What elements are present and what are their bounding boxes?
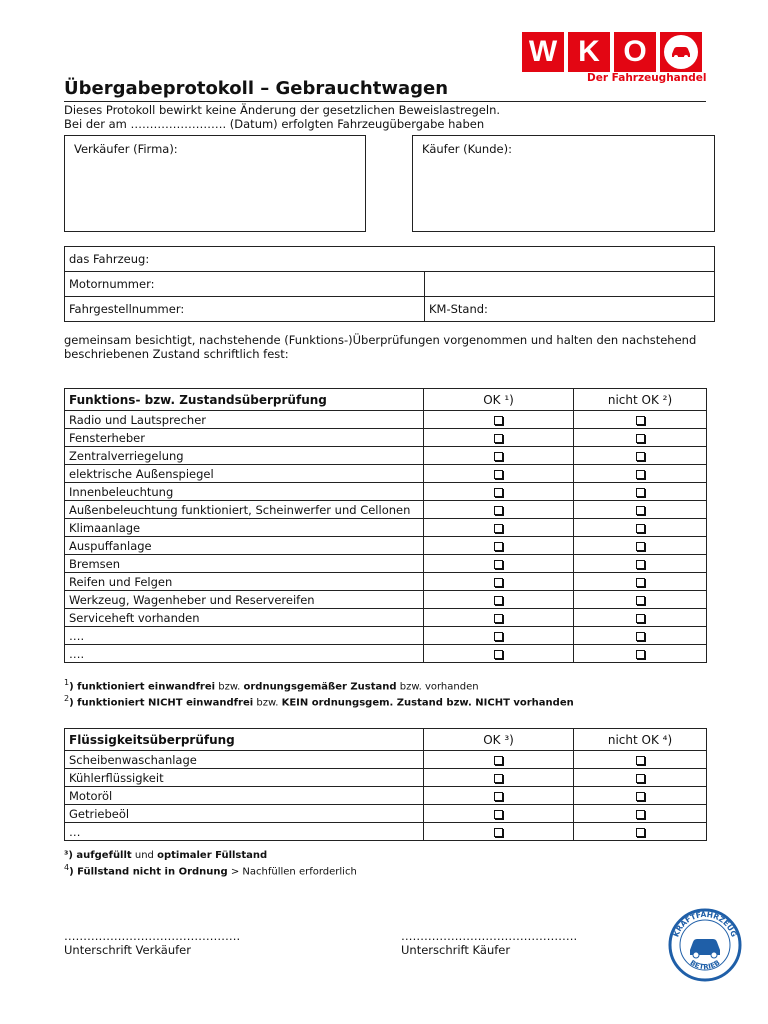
fluid-check-item-label: Getriebeöl <box>65 805 424 823</box>
ok-checkbox[interactable] <box>494 416 503 425</box>
ok-checkbox[interactable] <box>494 810 503 819</box>
seller-signature-line: ………………………………………. <box>64 929 241 943</box>
ok-checkbox[interactable] <box>494 452 503 461</box>
function-check-ok-cell <box>424 447 574 465</box>
function-check-ok-cell <box>424 429 574 447</box>
notok-checkbox[interactable] <box>636 578 645 587</box>
notok-checkbox[interactable] <box>636 756 645 765</box>
fluid-check-item-label: Kühlerflüssigkeit <box>65 769 424 787</box>
fluid-check-ok-cell <box>424 823 574 841</box>
kfz-betrieb-stamp-icon <box>668 908 742 982</box>
fluid-check-ok-cell <box>424 805 574 823</box>
fluid-check-item-label: Scheibenwaschanlage <box>65 751 424 769</box>
vehicle-table <box>64 246 715 322</box>
function-check-item-label: Reifen und Felgen <box>65 573 424 591</box>
function-check-ok-cell <box>424 465 574 483</box>
function-check-notok-cell <box>574 483 707 501</box>
seller-box[interactable] <box>64 135 366 232</box>
function-check-notok-cell <box>574 465 707 483</box>
buyer-signature-line: ………………………………………. <box>401 929 578 943</box>
ok-checkbox[interactable] <box>494 434 503 443</box>
function-check-notok-cell <box>574 537 707 555</box>
function-check-notok-cell <box>574 645 707 663</box>
notok-checkbox[interactable] <box>636 596 645 605</box>
function-check-ok-cell <box>424 609 574 627</box>
function-check-row <box>65 483 707 501</box>
ok-checkbox[interactable] <box>494 650 503 659</box>
fluid-check-row <box>65 751 707 769</box>
function-check-row <box>65 609 707 627</box>
seller-signature[interactable] <box>64 929 240 957</box>
notok-checkbox[interactable] <box>636 560 645 569</box>
function-check-row <box>65 591 707 609</box>
seller-signature-label: Unterschrift Verkäufer <box>64 943 191 957</box>
ok-checkbox[interactable] <box>494 632 503 641</box>
notok-checkbox[interactable] <box>636 416 645 425</box>
notok-checkbox[interactable] <box>636 488 645 497</box>
function-check-row <box>65 573 707 591</box>
notok-checkbox[interactable] <box>636 470 645 479</box>
notok-checkbox[interactable] <box>636 452 645 461</box>
ok-checkbox[interactable] <box>494 756 503 765</box>
ok-checkbox[interactable] <box>494 542 503 551</box>
function-check-item-label: Zentralverriegelung <box>65 447 424 465</box>
function-check-ok-cell <box>424 537 574 555</box>
function-check-item-label: Bremsen <box>65 555 424 573</box>
statement-text <box>64 333 696 361</box>
logo-letter-w: W <box>522 32 564 72</box>
fluid-check-ok-cell <box>424 769 574 787</box>
fluid-check-notok-cell <box>574 751 707 769</box>
function-check-header: Funktions- bzw. Zustandsüberprüfung <box>65 389 424 411</box>
function-check-notok-cell <box>574 411 707 429</box>
ok-checkbox[interactable] <box>494 596 503 605</box>
fluid-check-notok-cell <box>574 769 707 787</box>
ok-checkbox[interactable] <box>494 578 503 587</box>
function-check-row <box>65 645 707 663</box>
buyer-signature[interactable] <box>401 929 577 957</box>
function-check-item-label: Auspuffanlage <box>65 537 424 555</box>
ok-checkbox[interactable] <box>494 774 503 783</box>
ok-checkbox[interactable] <box>494 506 503 515</box>
notok-checkbox[interactable] <box>636 542 645 551</box>
function-check-item-label: …. <box>65 645 424 663</box>
function-check-notok-cell <box>574 573 707 591</box>
function-check-item-label: Fensterheber <box>65 429 424 447</box>
seller-label: Verkäufer (Firma): <box>74 142 178 156</box>
intro-line-1: Dieses Protokoll bewirkt keine Änderung der gesetzlichen Beweislastregeln. <box>64 103 501 117</box>
function-check-notok-cell <box>574 609 707 627</box>
logo-letter-k: K <box>568 32 610 72</box>
function-check-row <box>65 411 707 429</box>
fluid-check-row <box>65 787 707 805</box>
notok-checkbox[interactable] <box>636 614 645 623</box>
function-check-ok-cell <box>424 591 574 609</box>
logo-letter-o: O <box>614 32 656 72</box>
function-check-notok-cell <box>574 627 707 645</box>
wko-logo <box>522 32 702 72</box>
km-field[interactable]: KM-Stand: <box>425 297 715 322</box>
svg-text:BETRIEB: BETRIEB <box>688 958 722 972</box>
function-check-ok-cell <box>424 483 574 501</box>
car-badge-icon <box>660 32 702 72</box>
ok-checkbox[interactable] <box>494 614 503 623</box>
function-check-row <box>65 447 707 465</box>
fluid-check-ok-cell <box>424 751 574 769</box>
notok-checkbox[interactable] <box>636 774 645 783</box>
footnote-1: $^1$) funktioniert einwandfrei bzw. ordnungsgemäßer Zustand bzw. vorhanden <box>64 678 479 693</box>
function-check-table <box>64 388 707 663</box>
engine-number-field[interactable]: Motornummer: <box>65 272 425 297</box>
buyer-signature-label: Unterschrift Käufer <box>401 943 511 957</box>
footnotes-fluid <box>64 850 357 878</box>
function-check-notok-cell <box>574 555 707 573</box>
statement-line-1: gemeinsam besichtigt, nachstehende (Funktions-)Überprüfungen vorgenommen und halten den nachstehend <box>64 333 697 347</box>
fluid-check-notok-cell <box>574 787 707 805</box>
function-check-item-label: Innenbeleuchtung <box>65 483 424 501</box>
fluid-check-notok-cell <box>574 805 707 823</box>
ok-checkbox[interactable] <box>494 828 503 837</box>
function-check-ok-cell <box>424 411 574 429</box>
vehicle-field[interactable]: das Fahrzeug: <box>65 247 715 272</box>
title-divider <box>64 101 706 102</box>
function-check-item-label: Radio und Lautsprecher <box>65 411 424 429</box>
function-check-notok-cell <box>574 429 707 447</box>
function-check-item-label: elektrische Außenspiegel <box>65 465 424 483</box>
ok-checkbox[interactable] <box>494 560 503 569</box>
fluid-check-notok-cell <box>574 823 707 841</box>
notok-checkbox[interactable] <box>636 810 645 819</box>
ok-column-header: OK ¹) <box>424 389 574 411</box>
notok-checkbox[interactable] <box>636 506 645 515</box>
fluid-ok-column-header: OK ³) <box>424 729 574 751</box>
function-check-row <box>65 465 707 483</box>
ok-checkbox[interactable] <box>494 488 503 497</box>
ok-checkbox[interactable] <box>494 524 503 533</box>
function-check-row <box>65 501 707 519</box>
function-check-row <box>65 627 707 645</box>
function-check-row <box>65 519 707 537</box>
function-check-ok-cell <box>424 501 574 519</box>
function-check-notok-cell <box>574 591 707 609</box>
function-check-item-label: Werkzeug, Wagenheber und Reservereifen <box>65 591 424 609</box>
function-check-ok-cell <box>424 645 574 663</box>
fluid-check-row <box>65 769 707 787</box>
footnotes-function <box>64 677 574 710</box>
function-check-row <box>65 429 707 447</box>
function-check-ok-cell <box>424 555 574 573</box>
function-check-notok-cell <box>574 447 707 465</box>
svg-text:KRAFTFAHRZEUG: KRAFTFAHRZEUG <box>671 909 739 939</box>
chassis-number-field[interactable]: Fahrgestellnummer: <box>65 297 425 322</box>
function-check-item-label: …. <box>65 627 424 645</box>
buyer-label: Käufer (Kunde): <box>422 142 512 156</box>
function-check-row <box>65 555 707 573</box>
page-title: Übergabeprotokoll – Gebrauchtwagen <box>64 78 449 99</box>
ok-checkbox[interactable] <box>494 470 503 479</box>
function-check-item-label: Klimaanlage <box>65 519 424 537</box>
buyer-box[interactable] <box>412 135 715 232</box>
notok-column-header: nicht OK ²) <box>574 389 707 411</box>
function-check-item-label: Serviceheft vorhanden <box>65 609 424 627</box>
notok-checkbox[interactable] <box>636 792 645 801</box>
function-check-row <box>65 537 707 555</box>
notok-checkbox[interactable] <box>636 524 645 533</box>
fluid-check-item-label: Motoröl <box>65 787 424 805</box>
logo-subtitle: Der Fahrzeughandel <box>587 72 707 84</box>
notok-checkbox[interactable] <box>636 632 645 641</box>
function-check-ok-cell <box>424 627 574 645</box>
function-check-notok-cell <box>574 519 707 537</box>
fluid-notok-column-header: nicht OK ⁴) <box>574 729 707 751</box>
notok-checkbox[interactable] <box>636 650 645 659</box>
engine-number-extra[interactable] <box>425 272 715 297</box>
fluid-check-row <box>65 823 707 841</box>
function-check-ok-cell <box>424 519 574 537</box>
intro-line-2: Bei der am ……………………. (Datum) erfolgten Fahrzeugübergabe haben <box>64 117 485 131</box>
notok-checkbox[interactable] <box>636 828 645 837</box>
function-check-ok-cell <box>424 573 574 591</box>
fluid-check-ok-cell <box>424 787 574 805</box>
footnote-3: ³) aufgefüllt und optimaler Füllstand <box>64 850 268 861</box>
fluid-check-header: Flüssigkeitsüberprüfung <box>65 729 424 751</box>
ok-checkbox[interactable] <box>494 792 503 801</box>
fluid-check-item-label: … <box>65 823 424 841</box>
footnote-4: $^4$) Füllstand nicht in Ordnung > Nachfüllen erforderlich <box>64 863 357 878</box>
function-check-notok-cell <box>574 501 707 519</box>
notok-checkbox[interactable] <box>636 434 645 443</box>
intro-text <box>64 103 500 131</box>
fluid-check-row <box>65 805 707 823</box>
footnote-2: $^2$) funktioniert NICHT einwandfrei bzw. KEIN ordnungsgem. Zustand bzw. NICHT vorhanden <box>64 694 574 709</box>
function-check-item-label: Außenbeleuchtung funktioniert, Scheinwerfer und Cellonen <box>65 501 424 519</box>
fluid-check-table <box>64 728 707 841</box>
statement-line-2: beschriebenen Zustand schriftlich fest: <box>64 347 289 361</box>
